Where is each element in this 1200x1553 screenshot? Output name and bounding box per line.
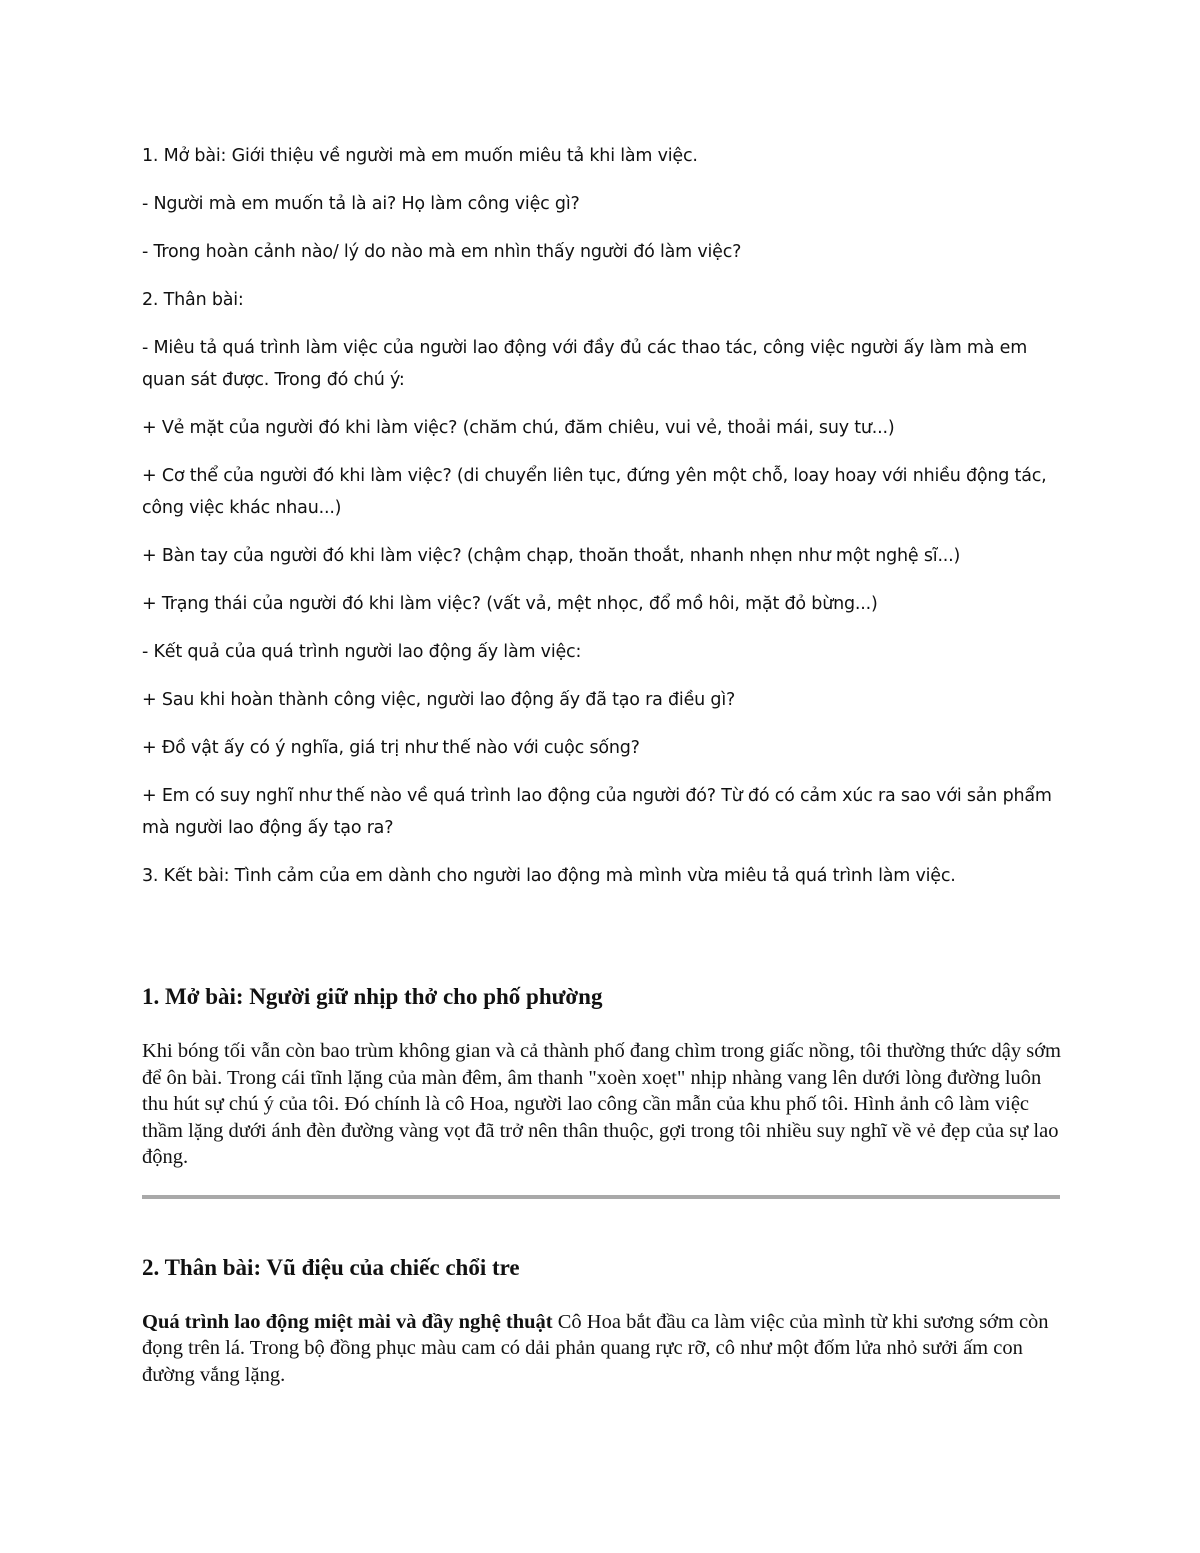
section-heading-intro: 1. Mở bài: Người giữ nhịp thở cho phố phường bbox=[142, 984, 603, 1009]
outline-item: + Bàn tay của người đó khi làm việc? (chậm chạp, thoăn thoắt, nhanh nhẹn như một nghệ sĩ...) bbox=[142, 546, 961, 566]
section-paragraph-body bbox=[142, 1309, 1062, 1389]
outline-item: + Đồ vật ấy có ý nghĩa, giá trị như thế nào với cuộc sống? bbox=[142, 738, 640, 758]
sample-essay bbox=[142, 980, 1062, 1388]
outline-item: - Miêu tả quá trình làm việc của người lao động với đầy đủ các thao tác, công việc người ấy làm mà em quan sát được. Trong đó chú ý: bbox=[142, 338, 1028, 390]
section-divider bbox=[142, 1195, 1060, 1199]
outline-item: + Em có suy nghĩ như thế nào về quá trình lao động của người đó? Từ đó có cảm xúc ra sao với sản phẩm mà người lao động ấy tạo ra? bbox=[142, 786, 1052, 838]
outline-item: + Vẻ mặt của người đó khi làm việc? (chăm chú, đăm chiêu, vui vẻ, thoải mái, suy tư...) bbox=[142, 418, 895, 438]
outline-item: - Trong hoàn cảnh nào/ lý do nào mà em nhìn thấy người đó làm việc? bbox=[142, 242, 742, 262]
outline-item: - Kết quả của quá trình người lao động ấy làm việc: bbox=[142, 642, 582, 662]
essay-outline bbox=[142, 140, 1062, 908]
paragraph-lead: Quá trình lao động miệt mài và đầy nghệ thuật bbox=[142, 1310, 553, 1333]
section-paragraph-intro: Khi bóng tối vẫn còn bao trùm không gian và cả thành phố đang chìm trong giấc nồng, tôi thường thức dậy sớm để ôn bài. Trong cái tĩnh lặng của màn đêm, âm thanh "xoèn xoẹt" nhịp nhàng vang lên dưới lòng đường luôn thu hút sự chú ý của tôi. Đó chính là cô Hoa, người lao công cần mẫn của khu phố tôi. Hình ảnh cô làm việc thầm lặng dưới ánh đèn đường vàng vọt đã trở nên thân thuộc, gợi trong tôi nhiều suy nghĩ về vẻ đẹp của sự lao động. bbox=[142, 1040, 1061, 1168]
paragraph-text: Cô Hoa bắt đầu ca làm việc của mình từ khi sương sớm còn đọng trên lá. Trong bộ đồng phục màu cam có dải phản quang rực rỡ, cô như một đốm lửa nhỏ sưởi ấm con đường vắng lặng. bbox=[142, 1310, 1049, 1386]
outline-item: + Trạng thái của người đó khi làm việc? (vất vả, mệt nhọc, đổ mồ hôi, mặt đỏ bừng...) bbox=[142, 594, 878, 614]
outline-item: 1. Mở bài: Giới thiệu về người mà em muốn miêu tả khi làm việc. bbox=[142, 146, 698, 166]
outline-item: + Cơ thể của người đó khi làm việc? (di chuyển liên tục, đứng yên một chỗ, loay hoay với nhiều động tác, công việc khác nhau...) bbox=[142, 466, 1047, 518]
outline-item: + Sau khi hoàn thành công việc, người lao động ấy đã tạo ra điều gì? bbox=[142, 690, 736, 710]
outline-item: 3. Kết bài: Tình cảm của em dành cho người lao động mà mình vừa miêu tả quá trình làm việc. bbox=[142, 866, 956, 886]
outline-item: - Người mà em muốn tả là ai? Họ làm công việc gì? bbox=[142, 194, 580, 214]
outline-item: 2. Thân bài: bbox=[142, 290, 244, 310]
section-heading-body: 2. Thân bài: Vũ điệu của chiếc chổi tre bbox=[142, 1254, 520, 1280]
